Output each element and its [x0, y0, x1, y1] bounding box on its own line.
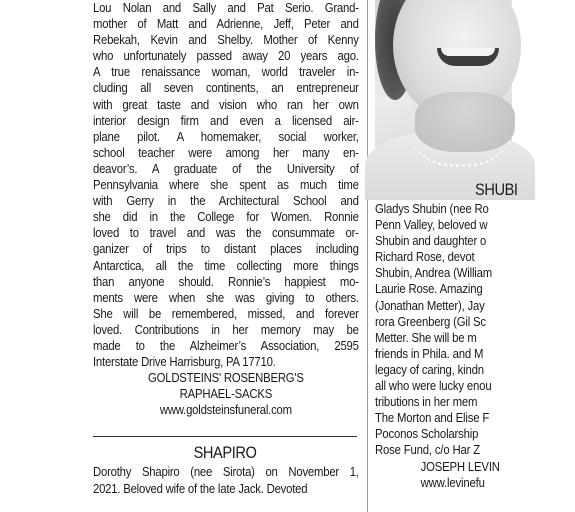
obituary-body-text-shubin [375, 201, 575, 491]
obituary-line: ments were when she was giving to others. [93, 289, 359, 305]
obituary-line: Richard Rose, devot [375, 249, 475, 265]
obituary-line: Gladys Shubin (nee Ro [375, 201, 489, 216]
obituary-line: she did in the College for Women. Ronnie [93, 209, 359, 225]
obituary-body-text-shapiro [93, 464, 359, 496]
obituary-line: school teacher were among her many en- [93, 144, 359, 160]
obituary-line: friends in Phila. and M [375, 345, 484, 361]
obituary-line: plane pilot. A homemaker, social worker, [93, 128, 359, 144]
obituary-line: Interstate Drive Harrisburg, PA 17710. [93, 354, 276, 370]
obituary-heading-shapiro: SHAPIRO [193, 443, 257, 463]
obituary-line: She will be remembered, missed, and forever [93, 305, 359, 321]
obituary-line: Poconos Scholarship [375, 426, 479, 442]
funeral-home-block [93, 370, 359, 418]
obituary-line: Rebekah, Kevin and Shelby. Mother of Kenny [93, 32, 359, 48]
obituary-line: than anyone should. Ronnie’s happiest mo- [93, 273, 359, 289]
obituary-line: cluding all seven continents, an entrepreneur [93, 80, 359, 96]
obituary-line: deavor’s. A graduate of the University of [93, 160, 359, 176]
left-column [93, 0, 359, 497]
obituary-body-text [93, 0, 359, 370]
obituary-line: interior design firm and even a licensed air- [93, 112, 359, 128]
obituary-line: with great taste and vision who ran her own [93, 96, 359, 112]
obituary-line: loved. Contributions in her memory may be [93, 321, 359, 337]
obituary-heading-shubin: SHUBI [475, 180, 518, 199]
obituary-line: tributions in her mem [375, 394, 478, 410]
obituary-line: 2021. Beloved wife of the late Jack. Devoted [93, 480, 308, 496]
column-divider [367, 0, 368, 512]
obituary-line: who unfortunately passed away 20 years ago. [93, 48, 359, 64]
obituary-line: Shubin, Andrea (William [375, 265, 493, 281]
photo-teeth [441, 48, 495, 56]
portrait-photo [375, 0, 512, 178]
obituary-line: JOSEPH LEVIN [420, 458, 500, 474]
obituary-line: A true renaissance woman, world traveler in- [93, 64, 359, 80]
obituary-line: legacy of caring, kindn [375, 361, 484, 377]
obituary-line: Laurie Rose. Amazing [375, 281, 483, 297]
obituary-line: The Morton and Elise F [375, 410, 490, 426]
obituary-line: Lou Nolan and Sally and Pat Serio. Grand- [93, 0, 359, 15]
obituary-line: all who were lucky enou [375, 378, 492, 394]
obituary-line: rora Greenberg (Gil Sc [375, 313, 486, 329]
obituary-line: www.levinefu [420, 474, 485, 490]
obituary-line: Metter. She will be m [375, 329, 477, 345]
obituary-line: Dorothy Shapiro (nee Sirota) on November 1, [93, 464, 359, 480]
obituary-line: Rose Fund, c/o Har Z [375, 442, 480, 458]
obituary-line: made to the Alzheimer’s Association, 2595 [93, 337, 359, 353]
obituary-line: with Gerry in the Architectural School and [93, 193, 359, 209]
obituary-line: (Jonathan Metter), Jay [375, 297, 485, 313]
obituary-line: ganizer of trips to distant places including [93, 241, 359, 257]
section-divider [93, 436, 357, 437]
funeral-home-line: RAPHAEL-SACKS [179, 386, 273, 402]
obituary-line: Shubin and daughter o [375, 233, 487, 249]
obituary-line: loved to travel and was the consummate or- [93, 225, 359, 241]
funeral-home-line: www.goldsteinsfuneral.com [159, 402, 292, 418]
obituary-line: Penn Valley, beloved w [375, 217, 488, 233]
funeral-home-line: GOLDSTEINS' ROSENBERG'S [148, 370, 304, 386]
obituary-line: mother of Matt and Adrienne, Jeff, Peter and [93, 16, 359, 32]
obituary-line: Antarctica, all the time collecting more things [93, 257, 359, 273]
right-column [375, 0, 518, 512]
obituary-line: Pennsylvania where she spent as much time [93, 177, 359, 193]
